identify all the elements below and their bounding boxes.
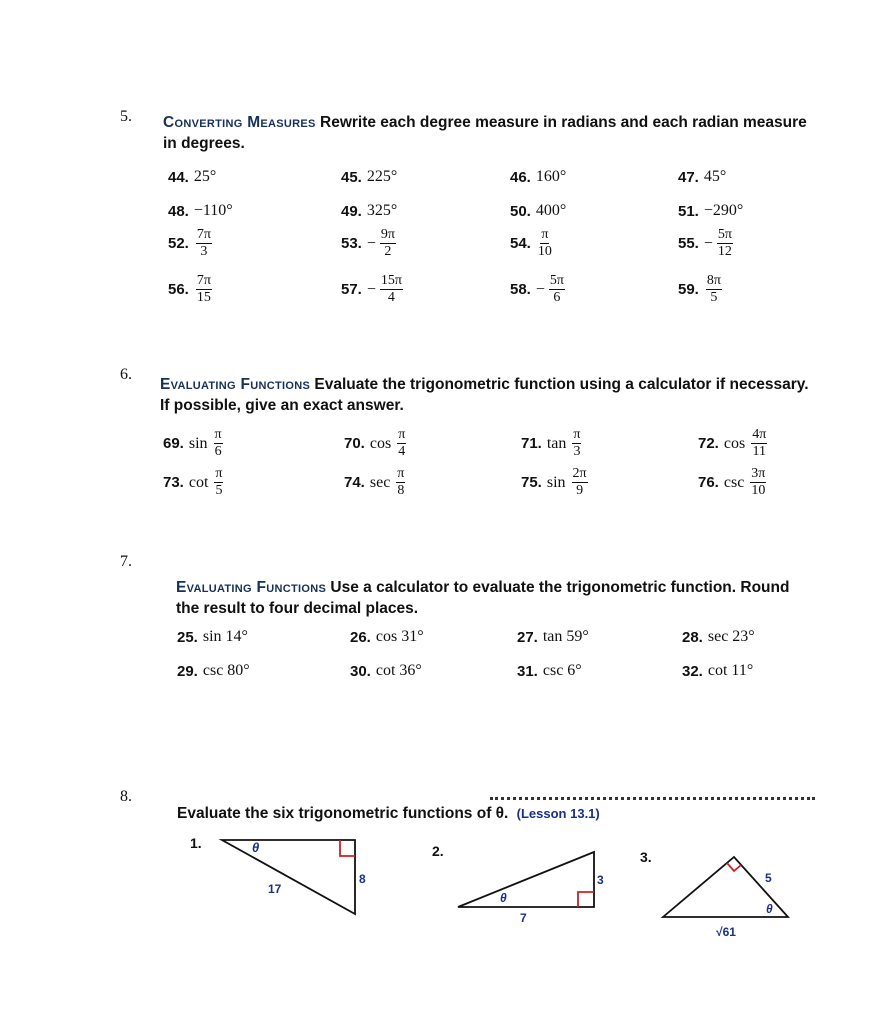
fraction-numerator: 4π — [752, 427, 767, 442]
question-6-title: Evaluating Functions — [160, 376, 311, 393]
triangle-1-label: 1. — [190, 835, 202, 851]
fraction-denominator: 11 — [752, 444, 766, 459]
fraction-numerator: 9π — [380, 227, 395, 242]
exercise-expression: −110° — [193, 202, 233, 219]
exercise-number: 69. — [163, 435, 184, 452]
fraction-denominator: 4 — [387, 290, 395, 305]
exercise-number: 55. — [678, 235, 699, 252]
fraction — [396, 467, 405, 498]
question-5-instruction: Rewrite each degree measure in radians and each radian measure in degrees. — [163, 114, 807, 152]
fraction — [538, 228, 552, 259]
fraction — [380, 228, 396, 259]
fraction-numerator: 5π — [549, 273, 564, 288]
exercise-number: 59. — [678, 281, 699, 298]
exercise-70 — [344, 428, 406, 459]
theta-label: θ — [766, 902, 773, 916]
fraction — [549, 274, 565, 305]
exercise-expression: 325° — [366, 202, 398, 219]
lesson-reference: (Lesson 13.1) — [516, 806, 600, 821]
fraction-numerator: 2π — [572, 466, 587, 481]
question-5-heading — [163, 112, 813, 154]
fraction — [572, 467, 588, 498]
fraction-numerator: 5π — [717, 227, 732, 242]
fraction-denominator: 12 — [717, 244, 732, 259]
fraction-denominator: 3 — [200, 244, 208, 259]
exercise-number: 76. — [698, 474, 719, 491]
question-7-instruction: Use a calculator to evaluate the trigonometric function. Round the result to four decimal places. — [176, 579, 790, 617]
fraction-numerator: π — [397, 466, 405, 481]
exercise-75 — [521, 467, 588, 498]
exercise-number: 58. — [510, 281, 531, 298]
exercise-number: 72. — [698, 435, 719, 452]
exercise-49 — [341, 202, 397, 220]
exercise-31 — [517, 662, 582, 680]
exercise-expression: csc 80° — [202, 662, 250, 679]
function-name: cos — [369, 434, 392, 452]
exercise-number: 25. — [177, 628, 198, 646]
exercise-25 — [177, 628, 248, 646]
triangle-3-label: 3. — [640, 849, 652, 865]
fraction-numerator: π — [398, 427, 406, 442]
fraction — [572, 428, 581, 459]
exercise-expression: cot 36° — [375, 662, 422, 679]
fraction-numerator: π — [215, 466, 223, 481]
side-label-leg: 8 — [359, 872, 366, 886]
exercise-71 — [521, 428, 581, 459]
question-7-heading — [176, 577, 796, 619]
fraction-numerator: 7π — [196, 227, 211, 242]
exercise-number: 50. — [510, 202, 531, 220]
right-angle-mark — [340, 840, 355, 856]
exercise-69 — [163, 428, 223, 459]
triangle-3-shape — [663, 857, 788, 917]
exercise-number: 54. — [510, 235, 531, 252]
function-name: sin — [188, 434, 208, 452]
fraction-numerator: π — [214, 427, 222, 442]
fraction-numerator: 8π — [706, 273, 721, 288]
fraction-numerator: 7π — [196, 273, 211, 288]
fraction — [706, 274, 722, 305]
fraction — [717, 228, 733, 259]
exercise-32 — [682, 662, 753, 680]
question-6-number: 6. — [120, 366, 132, 383]
side-label-leg: 3 — [597, 873, 604, 887]
function-name: csc — [723, 473, 745, 491]
exercise-50 — [510, 202, 566, 220]
minus-sign: − — [366, 234, 376, 252]
exercise-expression: 25° — [193, 168, 217, 185]
exercise-number: 27. — [517, 628, 538, 646]
exercise-74 — [344, 467, 405, 498]
fraction-denominator: 10 — [751, 483, 766, 498]
fraction-denominator: 5 — [710, 290, 718, 305]
function-name: sec — [369, 473, 391, 491]
exercise-47 — [678, 168, 726, 186]
exercise-expression: 160° — [535, 168, 567, 185]
fraction-numerator: 3π — [751, 466, 766, 481]
exercise-number: 53. — [341, 235, 362, 252]
exercise-number: 29. — [177, 662, 198, 680]
question-6-instruction: Evaluate the trigonometric function using a calculator if necessary. If possible, give an exact answer. — [160, 376, 809, 414]
triangle-2 — [432, 843, 604, 925]
exercise-number: 45. — [341, 168, 362, 186]
fraction-denominator: 6 — [553, 290, 561, 305]
exercise-number: 74. — [344, 474, 365, 491]
exercise-expression: cos 31° — [375, 628, 424, 645]
question-8-heading — [177, 803, 817, 824]
question-7-title: Evaluating Functions — [176, 579, 327, 596]
exercise-expression: 45° — [703, 168, 727, 185]
exercise-number: 71. — [521, 435, 542, 452]
question-8-number: 8. — [120, 788, 132, 805]
exercise-number: 70. — [344, 435, 365, 452]
function-name: tan — [546, 434, 567, 452]
theta-label: θ — [252, 840, 260, 855]
right-angle-mark — [578, 892, 594, 907]
side-label-hypotenuse: √61 — [716, 925, 736, 939]
exercise-52 — [168, 228, 212, 259]
exercise-number: 56. — [168, 281, 189, 298]
question-6-heading — [160, 374, 810, 416]
exercise-expression: −290° — [703, 202, 744, 219]
fraction — [380, 274, 403, 305]
question-5-number: 5. — [120, 108, 132, 125]
right-angle-mark — [727, 863, 741, 871]
function-name: sin — [546, 473, 566, 491]
exercise-expression: 400° — [535, 202, 567, 219]
fraction-denominator: 3 — [573, 444, 581, 459]
fraction-denominator: 10 — [537, 244, 552, 259]
dotted-rule — [490, 797, 815, 800]
exercise-48 — [168, 202, 233, 220]
fraction-denominator: 5 — [215, 483, 223, 498]
question-7-number: 7. — [120, 553, 132, 570]
exercise-number: 44. — [168, 168, 189, 186]
fraction — [751, 428, 767, 459]
exercise-51 — [678, 202, 743, 220]
fraction-denominator: 15 — [196, 290, 211, 305]
fraction — [750, 467, 766, 498]
exercise-expression: 225° — [366, 168, 398, 185]
function-name: cos — [723, 434, 746, 452]
theta-label: θ — [500, 891, 507, 905]
fraction-numerator: π — [541, 227, 549, 242]
triangle-1-shape — [222, 840, 355, 914]
exercise-27 — [517, 628, 589, 646]
side-label-base: 7 — [520, 911, 527, 925]
minus-sign: − — [703, 234, 713, 252]
exercise-number: 47. — [678, 168, 699, 186]
side-label-hypotenuse: 17 — [268, 882, 282, 896]
fraction-denominator: 2 — [384, 244, 392, 259]
exercise-45 — [341, 168, 397, 186]
question-5-title: Converting Measures — [163, 114, 316, 131]
fraction-numerator: 15π — [380, 273, 402, 288]
exercise-28 — [682, 628, 755, 646]
exercise-expression: cot 11° — [707, 662, 754, 679]
exercise-number: 46. — [510, 168, 531, 186]
exercise-29 — [177, 662, 250, 680]
exercise-58 — [510, 274, 565, 305]
exercise-72 — [698, 428, 767, 459]
exercise-number: 52. — [168, 235, 189, 252]
exercise-number: 48. — [168, 202, 189, 220]
fraction — [214, 428, 223, 459]
exercise-number: 28. — [682, 628, 703, 646]
exercise-number: 73. — [163, 474, 184, 491]
exercise-55 — [678, 228, 733, 259]
exercise-number: 51. — [678, 202, 699, 220]
fraction-numerator: π — [573, 427, 581, 442]
triangle-3 — [640, 849, 788, 939]
fraction — [196, 274, 212, 305]
exercise-57 — [341, 274, 403, 305]
triangle-2-label: 2. — [432, 843, 444, 859]
exercise-number: 26. — [350, 628, 371, 646]
fraction-denominator: 6 — [214, 444, 222, 459]
exercise-number: 75. — [521, 474, 542, 491]
exercise-46 — [510, 168, 566, 186]
exercise-number: 49. — [341, 202, 362, 220]
function-name: cot — [188, 473, 209, 491]
fraction — [214, 467, 223, 498]
exercise-expression: sin 14° — [202, 628, 248, 645]
minus-sign: − — [535, 280, 545, 298]
exercise-number: 30. — [350, 662, 371, 680]
exercise-number: 31. — [517, 662, 538, 680]
fraction — [196, 228, 212, 259]
exercise-expression: tan 59° — [542, 628, 589, 645]
exercise-56 — [168, 274, 212, 305]
fraction-denominator: 8 — [397, 483, 405, 498]
question-8-instruction: Evaluate the six trigonometric functions of θ. — [177, 805, 509, 822]
exercise-73 — [163, 467, 223, 498]
exercise-30 — [350, 662, 422, 680]
triangle-2-shape — [458, 852, 594, 907]
triangle-1 — [190, 835, 366, 914]
minus-sign: − — [366, 280, 376, 298]
exercise-44 — [168, 168, 216, 186]
exercise-number: 57. — [341, 281, 362, 298]
fraction-denominator: 9 — [576, 483, 584, 498]
fraction — [397, 428, 406, 459]
fraction-denominator: 4 — [398, 444, 406, 459]
exercise-expression: sec 23° — [707, 628, 755, 645]
side-label-leg: 5 — [765, 871, 772, 885]
exercise-59 — [678, 274, 722, 305]
exercise-53 — [341, 228, 396, 259]
exercise-number: 32. — [682, 662, 703, 680]
exercise-expression: csc 6° — [542, 662, 582, 679]
exercise-76 — [698, 467, 766, 498]
exercise-54 — [510, 228, 552, 259]
exercise-26 — [350, 628, 424, 646]
